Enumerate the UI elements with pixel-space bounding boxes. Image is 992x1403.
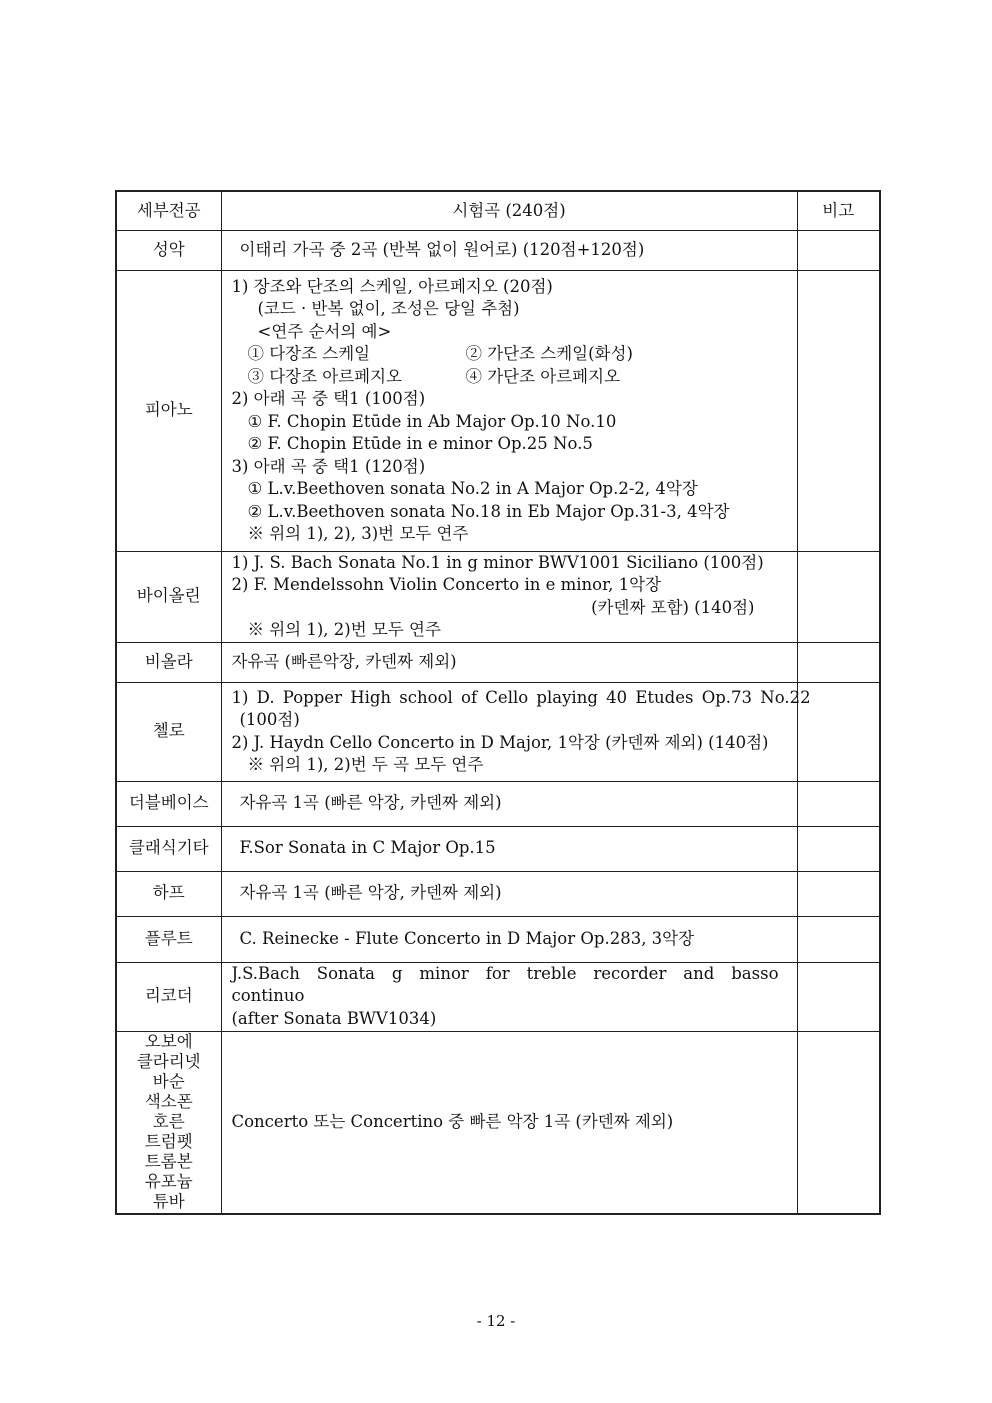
piece-line: ※ 위의 1), 2)번 두 곡 모두 연주 <box>247 755 484 774</box>
piece-cell <box>221 230 797 270</box>
piece-line: 자유곡 1곡 (빠른 악장, 카덴짜 제외) <box>239 793 502 813</box>
piece-line: C. Reinecke - Flute Concerto in D Major Op.283, 3악장 <box>239 928 695 948</box>
page-number: - 12 - <box>476 1312 516 1330</box>
piece-line: 3) 아래 곡 중 택1 (120점) <box>231 456 426 476</box>
row-piano <box>116 270 880 551</box>
piece-line: 2) 아래 곡 중 택1 (100점) <box>231 389 426 408</box>
note-cell <box>797 230 880 270</box>
piece-line: ① 다장조 스케일 <box>247 344 371 363</box>
piece-line: J.S.Bach Sonata g minor for treble recorder and basso continuo <box>231 963 779 1006</box>
major-cell: 첼로 <box>116 682 221 781</box>
note-cell <box>797 962 880 1031</box>
major-cell: 하프 <box>116 871 221 916</box>
piece-line: F.Sor Sonata in C Major Op.15 <box>239 838 496 858</box>
major-name: 트롬본 <box>144 1152 193 1172</box>
piece-cell <box>221 682 811 781</box>
row-flute <box>116 916 880 962</box>
piece-line: ① L.v.Beethoven sonata No.2 in A Major Op.2-2, 4악장 <box>247 479 698 498</box>
header-note: 비고 <box>797 191 880 230</box>
major-name: 바순 <box>152 1072 185 1092</box>
row-harp <box>116 871 880 916</box>
piece-line: (after Sonata BWV1034) <box>231 1008 437 1028</box>
piece-cell <box>221 826 797 871</box>
major-cell: 바이올린 <box>116 551 221 642</box>
piece-cell <box>221 642 797 682</box>
major-name: 튜바 <box>152 1192 185 1212</box>
piece-cell <box>221 871 797 916</box>
note-cell <box>797 781 880 826</box>
note-cell <box>797 551 880 642</box>
piece-cell <box>221 270 797 551</box>
piece-line: 이태리 가곡 중 2곡 (반복 없이 원어로) (120점+120점) <box>239 239 645 259</box>
row-cello <box>116 682 880 781</box>
note-cell <box>797 871 880 916</box>
piece-line: ※ 위의 1), 2), 3)번 모두 연주 <box>247 524 469 543</box>
piece-line: ② F. Chopin Etūde in e minor Op.25 No.5 <box>247 434 593 453</box>
piece-cell <box>221 551 797 642</box>
major-name: 클라리넷 <box>136 1052 201 1072</box>
major-name: 색소폰 <box>144 1092 193 1112</box>
piece-cell <box>221 916 797 962</box>
major-cell: 비올라 <box>116 642 221 682</box>
note-cell <box>797 642 880 682</box>
row-vocal <box>116 230 880 270</box>
piece-line: ① F. Chopin Etūde in Ab Major Op.10 No.10 <box>247 411 617 431</box>
piece-cell <box>221 962 797 1031</box>
note-cell <box>797 270 880 551</box>
piece-line: 1) D. Popper High school of Cello playing 40 Etudes Op.73 No.22 <box>231 687 811 707</box>
major-cell: 플루트 <box>116 916 221 962</box>
piece-line: <연주 순서의 예> <box>257 321 392 341</box>
piece-line: Concerto 또는 Concertino 중 빠른 악장 1곡 (카덴짜 제외) <box>231 1112 674 1131</box>
piece-line: 2) F. Mendelssohn Violin Concerto in e minor, 1악장 <box>231 575 662 594</box>
piece-line: (100점) <box>239 710 300 729</box>
row-recorder <box>116 962 880 1031</box>
header-major: 세부전공 <box>116 191 221 230</box>
major-cell: 성악 <box>116 230 221 270</box>
piece-line: ② 가단조 스케일(화성) <box>465 344 633 363</box>
piece-line: 1) 장조와 단조의 스케일, 아르페지오 (20점) <box>231 276 553 296</box>
note-cell <box>797 916 880 962</box>
major-name: 오보에 <box>144 1032 193 1052</box>
piece-line: 자유곡 1곡 (빠른 악장, 카덴짜 제외) <box>239 883 502 903</box>
piece-line-pair <box>232 343 797 366</box>
major-name: 호른 <box>152 1112 185 1132</box>
major-name: 유포늄 <box>144 1172 193 1192</box>
header-row <box>116 191 880 230</box>
row-winds <box>116 1031 880 1214</box>
piece-line: ③ 다장조 아르페지오 <box>247 366 403 386</box>
exam-table <box>115 190 881 1215</box>
major-name: 트럼펫 <box>144 1132 193 1152</box>
piece-line: (코드 · 반복 없이, 조성은 당일 추첨) <box>257 299 520 318</box>
note-cell <box>797 1031 880 1214</box>
row-guitar <box>116 826 880 871</box>
major-cell: 피아노 <box>116 270 221 551</box>
piece-line: ※ 위의 1), 2)번 모두 연주 <box>247 620 441 639</box>
major-cell: 리코더 <box>116 962 221 1031</box>
piece-line: (카덴짜 포함) (140점) <box>591 597 755 617</box>
row-doublebass <box>116 781 880 826</box>
piece-line: 2) J. Haydn Cello Concerto in D Major, 1악장 (카덴짜 제외) (140점) <box>231 732 769 752</box>
major-cell <box>116 1031 221 1214</box>
header-piece: 시험곡 (240점) <box>221 191 797 230</box>
piece-line: ④ 가단조 아르페지오 <box>465 366 621 386</box>
piece-line-pair <box>232 366 797 389</box>
piece-line: 자유곡 (빠른악장, 카덴짜 제외) <box>231 651 457 671</box>
piece-cell <box>221 1031 797 1214</box>
major-cell: 더블베이스 <box>116 781 221 826</box>
major-cell: 클래식기타 <box>116 826 221 871</box>
row-violin <box>116 551 880 642</box>
piece-cell <box>221 781 797 826</box>
piece-line: 1) J. S. Bach Sonata No.1 in g minor BWV1001 Siciliano (100점) <box>231 552 764 572</box>
note-cell <box>797 826 880 871</box>
row-viola <box>116 642 880 682</box>
piece-line: ② L.v.Beethoven sonata No.18 in Eb Major Op.31-3, 4악장 <box>247 501 730 521</box>
